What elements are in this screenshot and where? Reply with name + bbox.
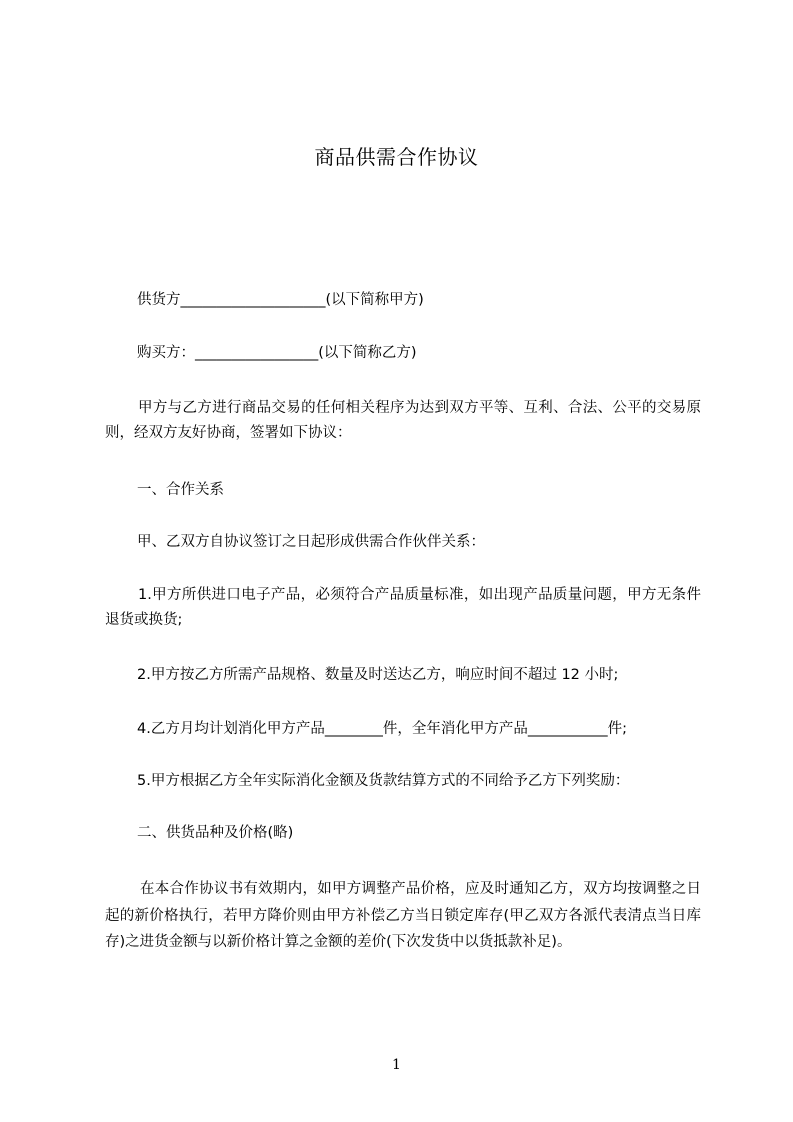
- section-2-body: 在本合作协议书有效期内，如甲方调整产品价格，应及时通知乙方，双方均按调整之日起的新价格执行，若甲方降价则由甲方补偿乙方当日锁定库存(甲乙双方各派代表清点当日库存)之进货金额与以新价格计算之金额的差价(下次发货中以货抵款补足)。: [105, 881, 701, 950]
- page-number: 1: [392, 1057, 401, 1073]
- document-title: 商品供需合作协议: [314, 145, 479, 169]
- section-2-heading: 二、供货品种及价格(略): [137, 825, 294, 841]
- clause-item-1: 1.甲方所供进口电子产品，必须符合产品质量标准，如出现产品质量问题，甲方无条件退货或换货;: [105, 587, 701, 628]
- buyer-line: 购买方：_________________(以下简称乙方): [137, 345, 417, 361]
- intro-paragraph: 甲方与乙方进行商品交易的任何相关程序为达到双方平等、互利、合法、公平的交易原则，经双方友好协商，签署如下协议：: [105, 400, 701, 441]
- section-1-heading: 一、合作关系: [137, 482, 224, 498]
- clause-item-2: 2.甲方按乙方所需产品规格、数量及时送达乙方，响应时间不超过 12 小时;: [137, 667, 619, 683]
- clause-item-5: 5.甲方根据乙方全年实际消化金额及货款结算方式的不同给予乙方下列奖励：: [137, 773, 630, 789]
- section-1-intro: 甲、乙双方自协议签订之日起形成供需合作伙伴关系：: [137, 534, 485, 550]
- supplier-line: 供货方____________________(以下简称甲方): [137, 292, 424, 308]
- clause-item-4: 4.乙方月均计划消化甲方产品________件，全年消化甲方产品___________件;: [137, 721, 627, 737]
